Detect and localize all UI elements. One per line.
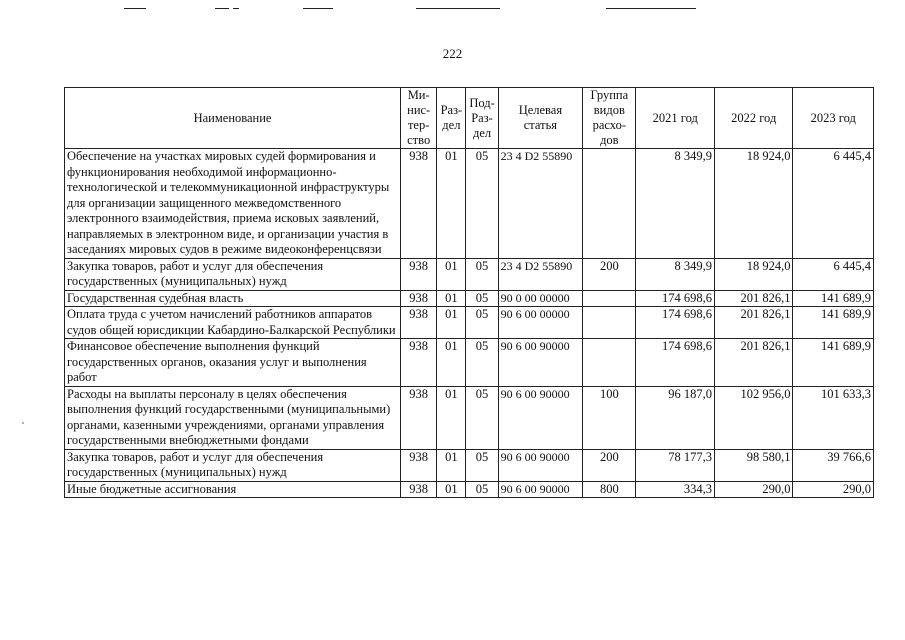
row-target: 23 4 D2 55890 <box>498 258 583 290</box>
row-ministry: 938 <box>401 149 437 259</box>
row-section: 01 <box>437 149 466 259</box>
row-group <box>583 307 636 339</box>
scan-speck <box>22 422 24 424</box>
table-row <box>65 386 874 449</box>
row-name: Иные бюджетные ассигнования <box>65 481 401 498</box>
col-header-2021: 2021 год <box>636 88 714 149</box>
page-number: 222 <box>442 46 463 61</box>
row-target: 90 6 00 90000 <box>498 339 583 387</box>
row-section: 01 <box>437 449 466 481</box>
row-group: 200 <box>583 449 636 481</box>
col-header-target: Целевая статья <box>498 88 583 149</box>
row-2021: 96 187,0 <box>636 386 714 449</box>
row-2021: 174 698,6 <box>636 290 714 307</box>
row-target: 23 4 D2 55890 <box>498 149 583 259</box>
row-group <box>583 290 636 307</box>
row-ministry: 938 <box>401 307 437 339</box>
row-ministry: 938 <box>401 386 437 449</box>
row-subsection: 05 <box>466 339 498 387</box>
row-ministry: 938 <box>401 339 437 387</box>
row-section: 01 <box>437 290 466 307</box>
header-rule-6 <box>606 8 696 9</box>
row-name: Закупка товаров, работ и услуг для обеспечения государственных (муниципальных) нужд <box>65 258 401 290</box>
row-2022: 18 924,0 <box>714 258 792 290</box>
row-2023: 141 689,9 <box>793 307 874 339</box>
row-group <box>583 339 636 387</box>
table-row <box>65 290 874 307</box>
col-header-ministry: Ми- нис- тер- ство <box>401 88 437 149</box>
row-target: 90 6 00 90000 <box>498 449 583 481</box>
row-2023: 101 633,3 <box>793 386 874 449</box>
row-2023: 39 766,6 <box>793 449 874 481</box>
row-2021: 8 349,9 <box>636 149 714 259</box>
row-subsection: 05 <box>466 290 498 307</box>
row-subsection: 05 <box>466 258 498 290</box>
row-section: 01 <box>437 386 466 449</box>
row-group <box>583 149 636 259</box>
header-rule-4 <box>303 8 333 9</box>
row-name: Расходы на выплаты персоналу в целях обеспечения выполнения функций государственными (муниципальными) органами, казенными учреждениями, органами управления государственными внебюджетными фондами <box>65 386 401 449</box>
col-header-section: Раз- дел <box>437 88 466 149</box>
row-2023: 6 445,4 <box>793 149 874 259</box>
row-ministry: 938 <box>401 290 437 307</box>
row-2022: 18 924,0 <box>714 149 792 259</box>
row-name: Государственная судебная власть <box>65 290 401 307</box>
col-header-name: Наименование <box>65 88 401 149</box>
row-subsection: 05 <box>466 481 498 498</box>
row-target: 90 6 00 00000 <box>498 307 583 339</box>
row-target: 90 6 00 90000 <box>498 386 583 449</box>
table-row <box>65 307 874 339</box>
row-target: 90 0 00 00000 <box>498 290 583 307</box>
row-ministry: 938 <box>401 481 437 498</box>
row-ministry: 938 <box>401 449 437 481</box>
row-2022: 102 956,0 <box>714 386 792 449</box>
row-name: Обеспечение на участках мировых судей формирования и функционирования необходимой информационно-технологической и телекоммуникационной инфраструктуры для организации защищенного межведомственного электронного взаимодействия, приема исковых заявлений, направляемых в электронном виде, и организации участия в заседаниях мировых судов в режиме видеоконференцсвязи <box>65 149 401 259</box>
row-2021: 174 698,6 <box>636 339 714 387</box>
header-rule-2 <box>215 8 229 9</box>
table-row <box>65 339 874 387</box>
row-subsection: 05 <box>466 307 498 339</box>
row-2022: 290,0 <box>714 481 792 498</box>
row-2021: 78 177,3 <box>636 449 714 481</box>
row-2021: 174 698,6 <box>636 307 714 339</box>
row-2023: 141 689,9 <box>793 339 874 387</box>
table-header-row <box>65 88 874 149</box>
row-2022: 201 826,1 <box>714 307 792 339</box>
row-2021: 8 349,9 <box>636 258 714 290</box>
budget-table <box>64 87 874 498</box>
header-rule-5 <box>416 8 500 9</box>
row-2021: 334,3 <box>636 481 714 498</box>
row-name: Оплата труда с учетом начислений работников аппаратов судов общей юрисдикции Кабардино-Балкарской Республики <box>65 307 401 339</box>
row-2022: 201 826,1 <box>714 339 792 387</box>
col-header-group: Группа видов расхо- дов <box>583 88 636 149</box>
row-subsection: 05 <box>466 149 498 259</box>
row-2023: 141 689,9 <box>793 290 874 307</box>
row-group: 200 <box>583 258 636 290</box>
table-row <box>65 481 874 498</box>
row-ministry: 938 <box>401 258 437 290</box>
row-2022: 201 826,1 <box>714 290 792 307</box>
row-2022: 98 580,1 <box>714 449 792 481</box>
row-section: 01 <box>437 481 466 498</box>
row-section: 01 <box>437 258 466 290</box>
row-subsection: 05 <box>466 386 498 449</box>
header-rule-1 <box>124 8 146 9</box>
row-2023: 290,0 <box>793 481 874 498</box>
row-subsection: 05 <box>466 449 498 481</box>
table-row <box>65 449 874 481</box>
col-header-subsection: Под- Раз- дел <box>466 88 498 149</box>
row-2023: 6 445,4 <box>793 258 874 290</box>
col-header-2023: 2023 год <box>793 88 874 149</box>
row-section: 01 <box>437 307 466 339</box>
table-row <box>65 149 874 259</box>
header-rule-3 <box>233 8 239 9</box>
row-name: Закупка товаров, работ и услуг для обеспечения государственных (муниципальных) нужд <box>65 449 401 481</box>
col-header-2022: 2022 год <box>714 88 792 149</box>
row-group: 100 <box>583 386 636 449</box>
row-group: 800 <box>583 481 636 498</box>
table-row <box>65 258 874 290</box>
row-name: Финансовое обеспечение выполнения функций государственных органов, оказания услуг и выполнения работ <box>65 339 401 387</box>
row-section: 01 <box>437 339 466 387</box>
row-target: 90 6 00 90000 <box>498 481 583 498</box>
